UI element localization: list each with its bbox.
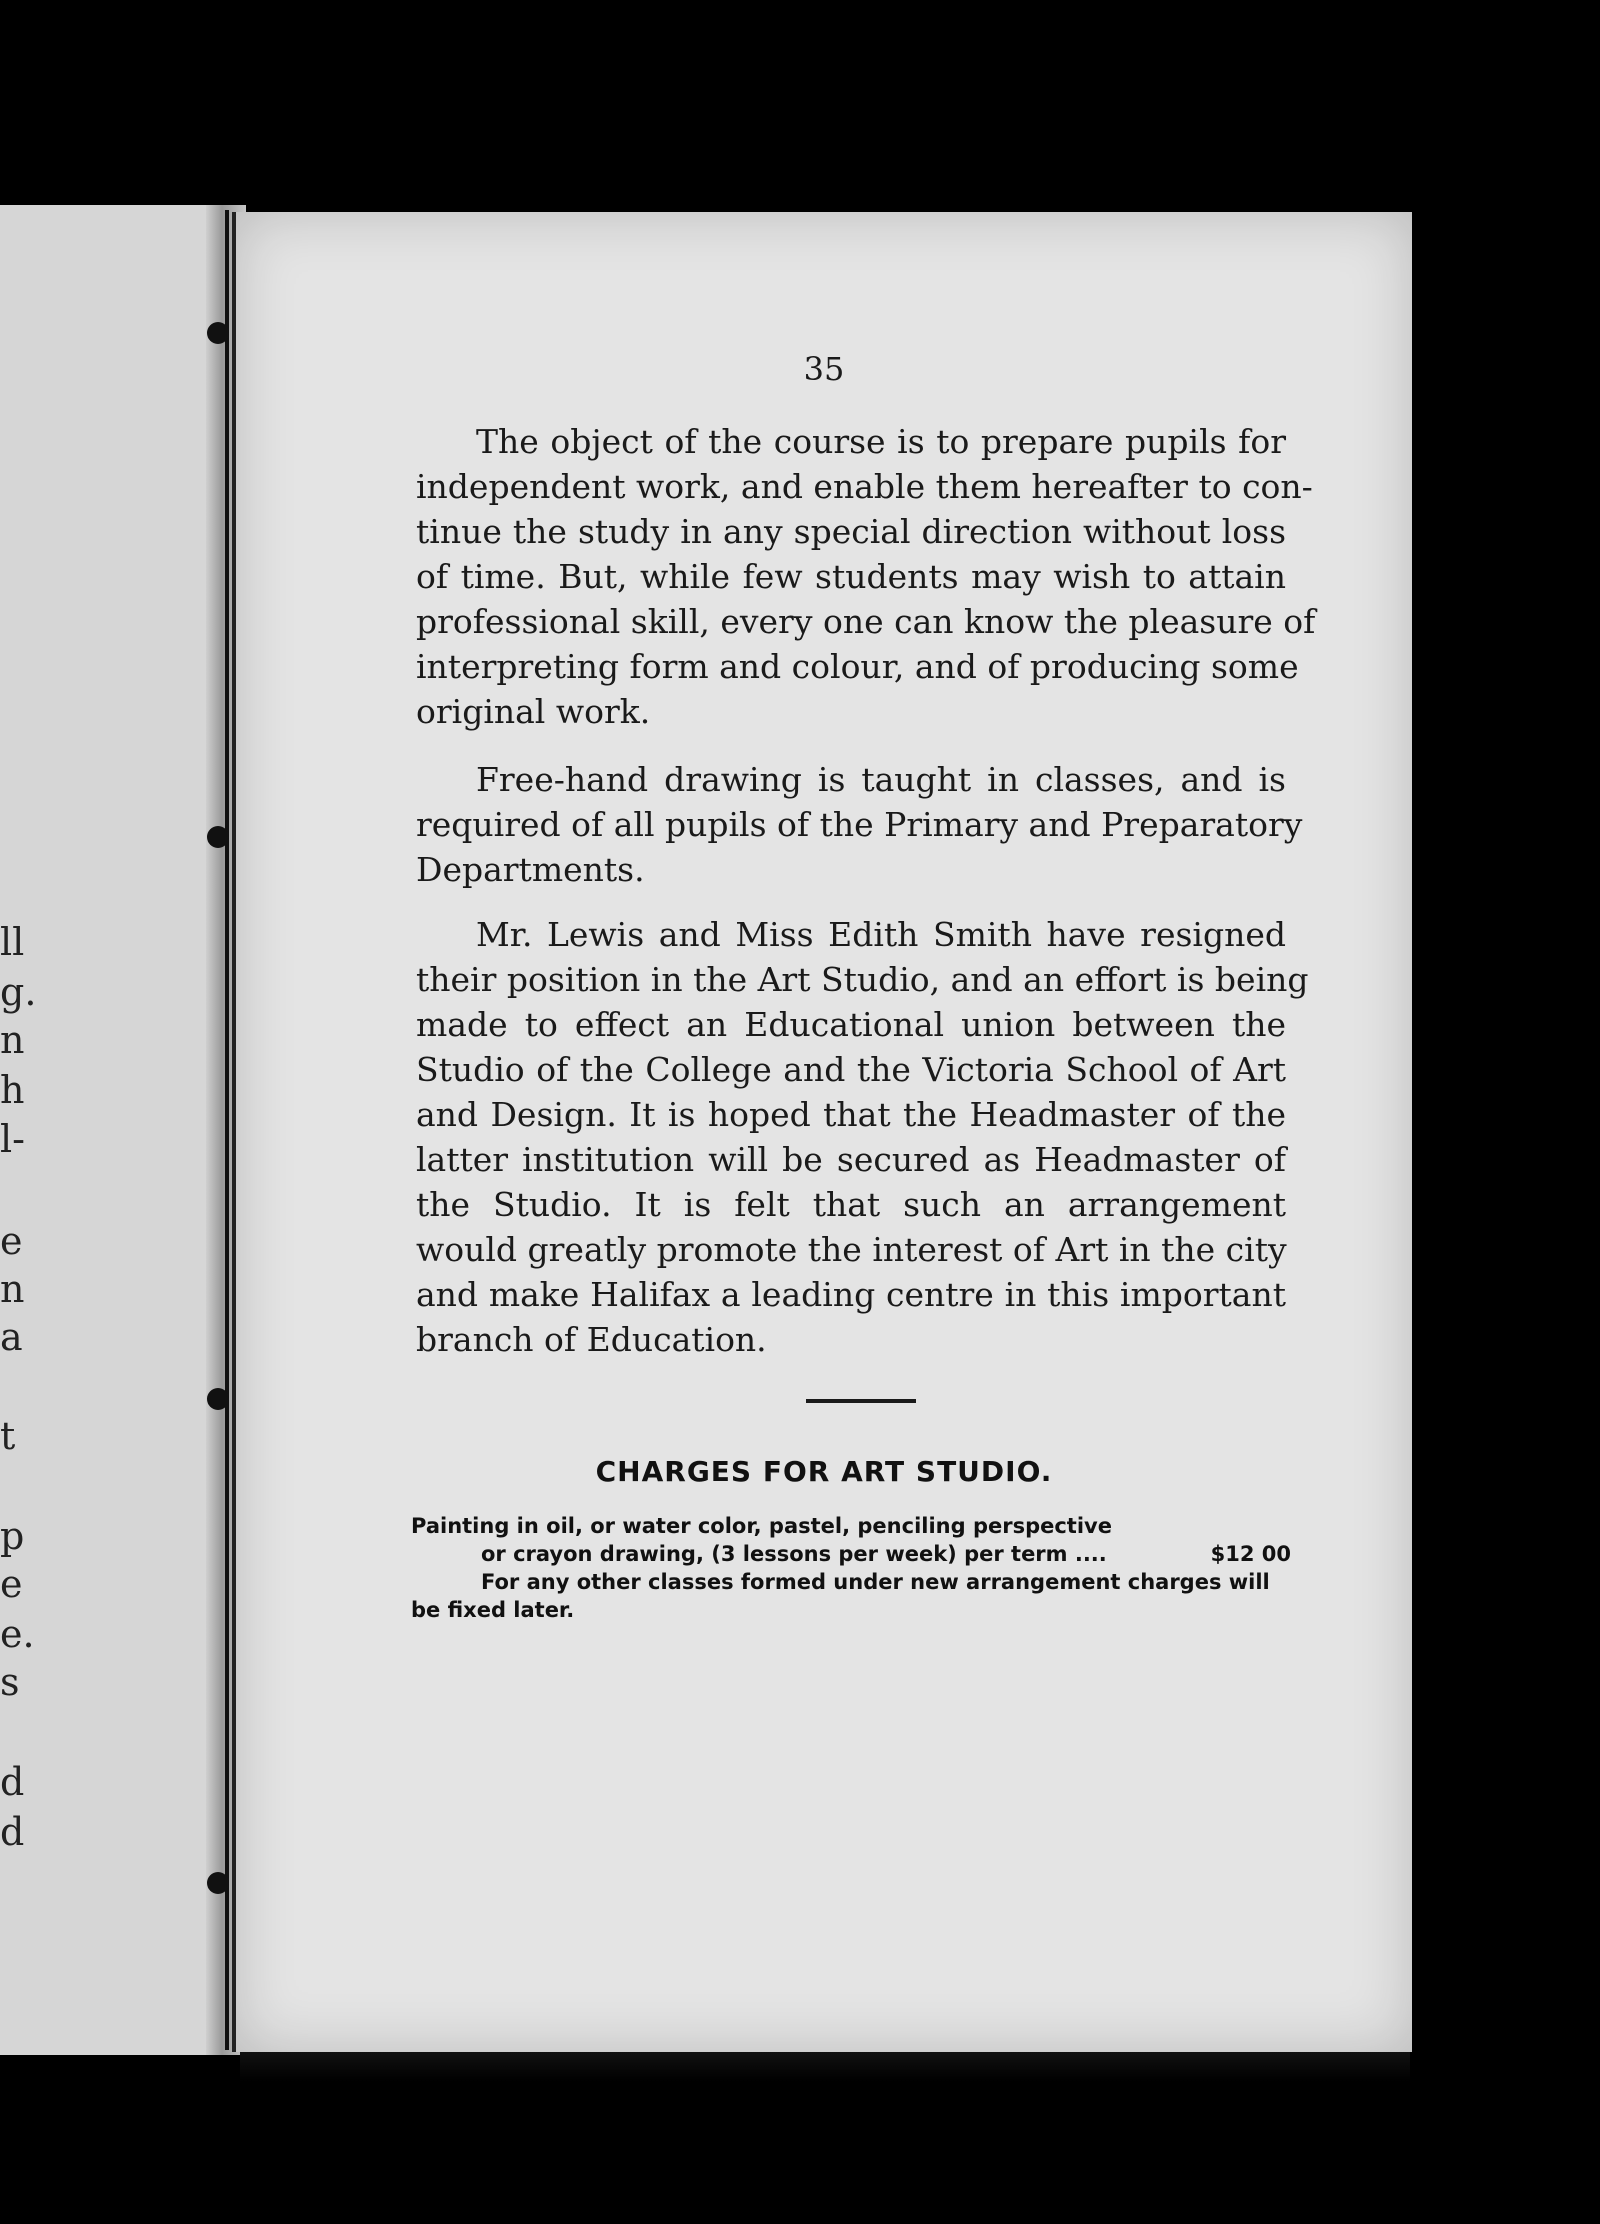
- text-line: interpreting form and colour, and of producing some: [416, 647, 1299, 686]
- left-page-letter: e: [0, 1219, 23, 1263]
- paragraph: [416, 419, 1316, 734]
- left-page-letter: h: [0, 1068, 25, 1112]
- left-page-letter: d: [0, 1760, 25, 1804]
- left-page-letter: l-: [0, 1117, 25, 1161]
- binding-stitch: [207, 1388, 229, 1410]
- left-page-letter: p: [0, 1514, 25, 1558]
- text-line: Mr. Lewis and Miss Edith Smith have resigned: [476, 915, 1286, 954]
- left-page-letter: e: [0, 1562, 23, 1606]
- charge-line: [411, 1540, 1291, 1568]
- text-line: of time. But, while few students may wish to attain: [416, 557, 1286, 596]
- left-page-letter: s: [0, 1660, 20, 1704]
- paragraph: [416, 912, 1309, 1362]
- text-line: tinue the study in any special direction without loss: [416, 512, 1286, 551]
- text-line: and make Halifax a leading centre in this important: [416, 1275, 1286, 1314]
- binding-stitch: [207, 826, 229, 848]
- binding-stitch: [207, 1872, 229, 1894]
- left-page-letter: t: [0, 1414, 16, 1458]
- text-line: branch of Education.: [416, 1320, 767, 1359]
- text-line: the Studio. It is felt that such an arrangement: [416, 1185, 1286, 1224]
- page-bottom-shadow: [240, 2052, 1410, 2082]
- page-number: 35: [803, 350, 845, 388]
- left-page-letter: n: [0, 1018, 25, 1062]
- left-page-letter: g.: [0, 970, 37, 1014]
- text-line: professional skill, every one can know the pleasure of: [416, 602, 1316, 641]
- binding-stitch: [207, 322, 229, 344]
- charges-list: [411, 1512, 1291, 1624]
- text-line: original work.: [416, 692, 651, 731]
- left-page: [0, 205, 222, 2055]
- charge-price: $12 00: [1210, 1542, 1291, 1566]
- charge-note: For any other classes formed under new arrangement charges will: [481, 1570, 1270, 1594]
- charge-note: be fixed later.: [411, 1598, 575, 1622]
- text-line: their position in the Art Studio, and an effort is being: [416, 960, 1309, 999]
- text-line: latter institution will be secured as Headmaster of: [416, 1140, 1286, 1179]
- charge-line: Painting in oil, or water color, pastel, penciling perspective: [411, 1514, 1112, 1538]
- section-divider: [806, 1399, 916, 1403]
- charge-description: or crayon drawing, (3 lessons per week) per term ....: [481, 1542, 1107, 1566]
- left-page-letter: ll: [0, 920, 25, 964]
- text-line: independent work, and enable them hereafter to con-: [416, 467, 1313, 506]
- text-line: and Design. It is hoped that the Headmaster of the: [416, 1095, 1286, 1134]
- right-page: [232, 212, 1412, 2052]
- left-page-letter: d: [0, 1810, 25, 1854]
- text-line: Free-hand drawing is taught in classes, and is: [476, 760, 1286, 799]
- left-page-letter: n: [0, 1267, 25, 1311]
- left-page-letter: a: [0, 1315, 23, 1359]
- text-line: made to effect an Educational union between the: [416, 1005, 1286, 1044]
- text-line: required of all pupils of the Primary and Preparatory: [416, 805, 1303, 844]
- left-page-letter: e.: [0, 1612, 35, 1656]
- charges-heading: CHARGES FOR ART STUDIO.: [595, 1455, 1053, 1488]
- text-line: Studio of the College and the Victoria School of Art: [416, 1050, 1286, 1089]
- gutter-line: [225, 210, 229, 2050]
- paragraph: [416, 757, 1303, 892]
- text-line: The object of the course is to prepare pupils for: [476, 422, 1286, 461]
- text-line: Departments.: [416, 850, 645, 889]
- text-line: would greatly promote the interest of Art in the city: [416, 1230, 1287, 1269]
